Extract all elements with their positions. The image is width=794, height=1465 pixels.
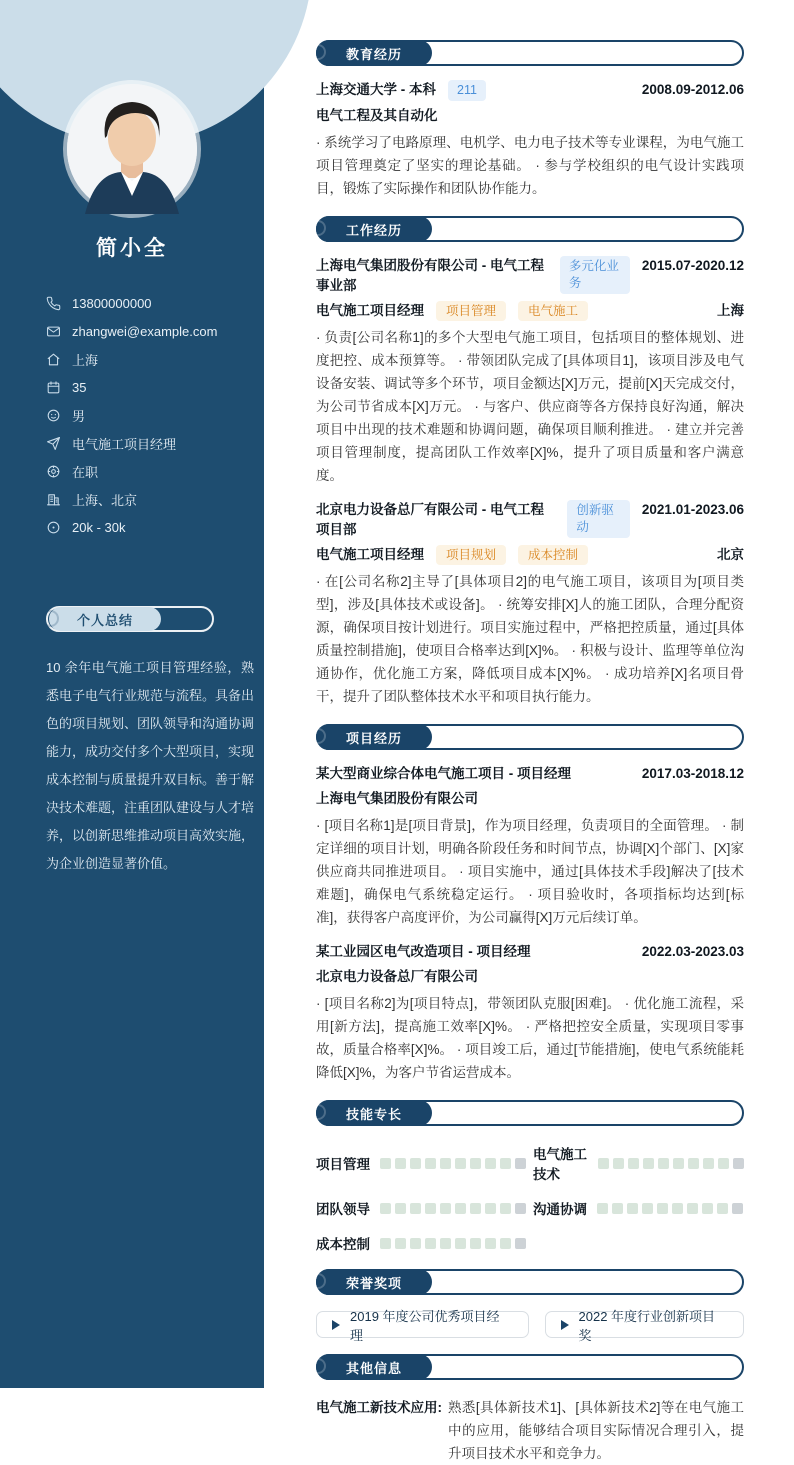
work-header-pill bbox=[316, 216, 432, 242]
skill-name: 项目管理 bbox=[316, 1157, 370, 1172]
skill-square bbox=[613, 1158, 624, 1169]
project-company-row bbox=[316, 789, 744, 809]
skill-square bbox=[425, 1203, 436, 1214]
ring-decoration bbox=[310, 1104, 326, 1120]
project-description: · [项目名称1]是[项目背景]，作为项目经理，负责项目的全面管理。 · 制定详细的项目计划，明确各阶段任务和时间节点，协调[X]个部门、[X]家供应商共同推进项目。 · 项目实施中，通过[具体技术手段]解决了[技术难题]，确保电气系统稳定运行。 · 项目验收时，各项指标均达到[标准]，获得客户高度评价，为公司赢得[X]万元后续订单。 bbox=[316, 818, 744, 925]
other-info-text: 熟悉[具体新技术1]、[具体新技术2]等在电气施工中的应用，能够结合项目实际情况合理引入，提升项目技术水平和竞争力。 bbox=[448, 1400, 744, 1461]
skill-square bbox=[612, 1203, 623, 1214]
project-item bbox=[316, 942, 744, 1084]
work-tag: 成本控制 bbox=[518, 545, 588, 565]
sidebar bbox=[0, 0, 264, 1388]
skill-square bbox=[657, 1203, 668, 1214]
building-icon bbox=[46, 492, 61, 507]
skill-square bbox=[643, 1158, 654, 1169]
summary-title: 个人总结 bbox=[76, 612, 133, 628]
summary-header bbox=[46, 606, 214, 632]
skill-square bbox=[515, 1203, 526, 1214]
honor-chip bbox=[545, 1308, 745, 1343]
skill-square bbox=[410, 1158, 421, 1169]
ring-decoration bbox=[310, 728, 326, 744]
skill-name: 成本控制 bbox=[316, 1237, 370, 1252]
section-header-education bbox=[316, 40, 744, 66]
position: 电气施工项目经理 bbox=[316, 547, 424, 562]
skill-square bbox=[500, 1238, 511, 1249]
skill-square bbox=[687, 1203, 698, 1214]
skill-square bbox=[380, 1158, 391, 1169]
skill-square bbox=[642, 1203, 653, 1214]
skill-square bbox=[470, 1203, 481, 1214]
contact-preferred-cities-text: 上海、北京 bbox=[72, 492, 138, 508]
skill-square bbox=[455, 1238, 466, 1249]
skill-name: 沟通协调 bbox=[533, 1202, 587, 1217]
portrait-illustration bbox=[67, 84, 197, 214]
work-company-row bbox=[316, 500, 744, 540]
project-company: 上海电气集团股份有限公司 bbox=[316, 791, 478, 806]
skill-square bbox=[515, 1238, 526, 1249]
play-triangle-icon bbox=[332, 1320, 340, 1330]
work-title: 工作经历 bbox=[345, 222, 402, 238]
work-company-row bbox=[316, 256, 744, 296]
skill-square bbox=[703, 1158, 714, 1169]
section-header-skills bbox=[316, 1100, 744, 1126]
section-header-honors bbox=[316, 1269, 744, 1295]
skill-square bbox=[627, 1203, 638, 1214]
face-icon bbox=[46, 408, 61, 423]
work-tag: 电气施工 bbox=[518, 301, 588, 321]
skill-row bbox=[316, 1198, 527, 1218]
skill-square bbox=[470, 1238, 481, 1249]
contact-age bbox=[46, 378, 256, 396]
section-header-work bbox=[316, 216, 744, 242]
education-header-pill bbox=[316, 40, 432, 66]
contact-email-text: zhangwei@example.com bbox=[72, 323, 218, 339]
project-name: 某工业园区电气改造项目 - 项目经理 bbox=[316, 944, 531, 959]
ring-decoration bbox=[310, 1358, 326, 1374]
skill-square bbox=[485, 1158, 496, 1169]
project-company-row bbox=[316, 967, 744, 987]
skill-square bbox=[485, 1238, 496, 1249]
skill-square bbox=[672, 1203, 683, 1214]
skill-square bbox=[500, 1158, 511, 1169]
skill-level-squares bbox=[380, 1238, 526, 1249]
skill-square bbox=[425, 1238, 436, 1249]
skill-square bbox=[455, 1203, 466, 1214]
project-title-row bbox=[316, 942, 744, 962]
education-title: 教育经历 bbox=[345, 46, 402, 62]
work-position-row bbox=[316, 301, 744, 321]
contact-job-title-text: 电气施工项目经理 bbox=[72, 436, 177, 452]
skills-header-pill bbox=[316, 1100, 432, 1126]
avatar bbox=[67, 84, 197, 214]
contact-gender bbox=[46, 406, 256, 424]
honors-section bbox=[316, 1269, 744, 1343]
other-info-row bbox=[316, 1394, 744, 1465]
skill-square bbox=[485, 1203, 496, 1214]
skill-square bbox=[628, 1158, 639, 1169]
honor-text: 2022 年度行业创新项目奖 bbox=[578, 1308, 716, 1343]
work-location: 北京 bbox=[717, 547, 744, 562]
skill-square bbox=[717, 1203, 728, 1214]
company-name: 上海电气集团股份有限公司 - 电气工程事业部 bbox=[316, 258, 544, 293]
skill-square bbox=[597, 1203, 608, 1214]
work-description: · 在[公司名称2]主导了[具体项目2]的电气施工项目，该项目为[项目类型]，涉及[具体技术或设备]。 · 统筹安排[X]人的施工团队，合理分配资源，确保项目按计划进行。项目实施过程中，严格把控质量，通过[具体质量控制措施]，使项目合格率达到[X]%。 · 积极与设计、监理等单位沟通协作，优化施工方案，降低项目成本[X]%。 · 成功培养[X]名项目骨干，提升了团队整体技术水平和项目执行能力。 bbox=[316, 574, 744, 704]
honors-title: 荣誉奖项 bbox=[345, 1275, 402, 1291]
skill-square bbox=[395, 1158, 406, 1169]
skill-square bbox=[515, 1158, 526, 1169]
education-description: · 系统学习了电路原理、电机学、电力电子技术等专业课程，为电气施工项目管理奠定了坚实的理论基础。 · 参与学校组织的电气设计实践项目，锻炼了实际操作和团队协作能力。 bbox=[316, 135, 744, 196]
company-badge: 多元化业务 bbox=[560, 256, 630, 294]
contact-list bbox=[0, 294, 264, 536]
phone-icon bbox=[46, 296, 61, 311]
project-title-row bbox=[316, 764, 744, 784]
work-position-row bbox=[316, 545, 744, 565]
skill-square bbox=[440, 1158, 451, 1169]
skill-square bbox=[440, 1238, 451, 1249]
home-icon bbox=[46, 352, 61, 367]
work-location: 上海 bbox=[717, 303, 744, 318]
skill-name: 电气施工技术 bbox=[533, 1147, 587, 1182]
ring-decoration bbox=[310, 44, 326, 60]
contact-salary-text: 20k - 30k bbox=[72, 519, 126, 535]
skill-square bbox=[733, 1158, 744, 1169]
skill-square bbox=[380, 1238, 391, 1249]
skill-square bbox=[500, 1203, 511, 1214]
project-date: 2022.03-2023.03 bbox=[641, 944, 744, 959]
skill-square bbox=[395, 1203, 406, 1214]
salary-icon bbox=[46, 520, 61, 535]
skill-square bbox=[732, 1203, 743, 1214]
skills-title: 技能专长 bbox=[345, 1106, 402, 1122]
skill-level-squares bbox=[380, 1203, 526, 1214]
education-title-row bbox=[316, 80, 744, 101]
contact-city bbox=[46, 350, 256, 368]
contact-city-text: 上海 bbox=[72, 352, 99, 368]
skill-square bbox=[410, 1238, 421, 1249]
honor-chips bbox=[316, 1308, 744, 1343]
skill-level-squares bbox=[598, 1158, 744, 1169]
work-item bbox=[316, 500, 744, 708]
skill-square bbox=[470, 1158, 481, 1169]
skill-square bbox=[598, 1158, 609, 1169]
contact-phone[interactable] bbox=[46, 294, 256, 312]
education-section bbox=[316, 40, 744, 200]
summary-text: 10 余年电气施工项目管理经验，熟悉电子电气行业规范与流程。具备出色的项目规划、团队领导和沟通协调能力，成功交付多个大型项目，实现成本控制与质量提升双目标。善于解决技术难题，注重团队建设与人才培养，以创新思维推动项目高效实施，为企业创造显著价值。 bbox=[46, 660, 255, 871]
projects-title: 项目经历 bbox=[345, 730, 402, 746]
skill-square bbox=[395, 1238, 406, 1249]
projects-section bbox=[316, 724, 744, 1084]
honor-chip bbox=[316, 1308, 529, 1343]
contact-email[interactable] bbox=[46, 322, 256, 340]
work-description: · 负责[公司名称1]的多个大型电气施工项目，包括项目的整体规划、进度把控、成本预算等。 · 带领团队完成了[具体项目1]，该项目涉及电气设备安装、调试等多个环节，项目金额达[X]万元，提前[X]天完成交付，为公司节省成本[X]万元。 · 与客户、供应商等各方保持良好沟通，解决项目中出现的技术难题和协调问题，确保项目顺利推进。 · 建立并完善项目管理制度，提高团队工作效率[X]%，提升了项目质量和客户满意度。 bbox=[316, 330, 744, 483]
skill-square bbox=[425, 1158, 436, 1169]
major: 电气工程及其自动化 bbox=[316, 108, 438, 123]
status-icon bbox=[46, 464, 61, 479]
main-content bbox=[264, 0, 794, 1461]
ring-decoration bbox=[42, 610, 59, 627]
calendar-icon bbox=[46, 380, 61, 395]
skills-section bbox=[316, 1100, 744, 1253]
education-date: 2008.09-2012.06 bbox=[641, 82, 744, 97]
skill-square bbox=[688, 1158, 699, 1169]
skill-row bbox=[533, 1198, 744, 1218]
education-item bbox=[316, 80, 744, 200]
work-item bbox=[316, 256, 744, 487]
school-badge: 211 bbox=[448, 80, 486, 101]
skill-row bbox=[316, 1143, 527, 1183]
summary-section bbox=[0, 606, 264, 878]
contact-gender-text: 男 bbox=[72, 408, 86, 424]
contact-status-text: 在职 bbox=[72, 464, 99, 480]
contact-salary bbox=[46, 518, 256, 536]
skill-square bbox=[440, 1203, 451, 1214]
play-triangle-icon bbox=[561, 1320, 569, 1330]
mail-icon bbox=[46, 324, 61, 339]
skill-square bbox=[410, 1203, 421, 1214]
work-date: 2021.01-2023.06 bbox=[641, 502, 744, 517]
work-tag: 项目规划 bbox=[436, 545, 506, 565]
contact-job-title bbox=[46, 434, 256, 452]
other-header-pill bbox=[316, 1354, 432, 1380]
education-major-row bbox=[316, 106, 744, 126]
school-name: 上海交通大学 - 本科 bbox=[316, 82, 436, 97]
contact-preferred-cities bbox=[46, 490, 256, 508]
skill-level-squares bbox=[597, 1203, 743, 1214]
skill-row bbox=[316, 1233, 527, 1253]
skill-level-squares bbox=[380, 1158, 526, 1169]
project-name: 某大型商业综合体电气施工项目 - 项目经理 bbox=[316, 766, 571, 781]
contact-age-text: 35 bbox=[72, 379, 87, 395]
other-title: 其他信息 bbox=[345, 1360, 402, 1376]
skill-row bbox=[533, 1143, 744, 1183]
company-name: 北京电力设备总厂有限公司 - 电气工程项目部 bbox=[316, 502, 544, 537]
skill-square bbox=[455, 1158, 466, 1169]
skills-grid bbox=[316, 1140, 744, 1253]
skill-square bbox=[673, 1158, 684, 1169]
skill-square bbox=[702, 1203, 713, 1214]
project-item bbox=[316, 764, 744, 929]
project-date: 2017.03-2018.12 bbox=[641, 766, 744, 781]
work-date: 2015.07-2020.12 bbox=[641, 258, 744, 273]
skill-square bbox=[658, 1158, 669, 1169]
ring-decoration bbox=[310, 220, 326, 236]
position: 电气施工项目经理 bbox=[316, 303, 424, 318]
contact-phone-text: 13800000000 bbox=[72, 295, 152, 311]
summary-header-pill bbox=[49, 607, 161, 631]
other-section bbox=[316, 1354, 744, 1465]
skill-name: 团队领导 bbox=[316, 1202, 370, 1217]
projects-header-pill bbox=[316, 724, 432, 750]
honors-header-pill bbox=[316, 1269, 432, 1295]
skill-square bbox=[718, 1158, 729, 1169]
work-section bbox=[316, 216, 744, 708]
section-header-projects bbox=[316, 724, 744, 750]
company-badge: 创新驱动 bbox=[567, 500, 630, 538]
honor-text: 2019 年度公司优秀项目经理 bbox=[350, 1308, 500, 1343]
section-header-other bbox=[316, 1354, 744, 1380]
project-company: 北京电力设备总厂有限公司 bbox=[316, 969, 478, 984]
ring-decoration bbox=[310, 1273, 326, 1289]
skill-square bbox=[380, 1203, 391, 1214]
other-info-label: 电气施工新技术应用: bbox=[316, 1400, 442, 1415]
contact-status bbox=[46, 462, 256, 480]
project-description: · [项目名称2]为[项目特点]，带领团队克服[困难]。 · 优化施工流程，采用[新方法]，提高施工效率[X]%。 · 严格把控安全质量，实现项目零事故，质量合格率[X]%。 · 项目竣工后，通过[节能措施]，使电气系统能耗降低[X]%，为客户节省运营成本。 bbox=[316, 996, 744, 1080]
paper-plane-icon bbox=[46, 436, 61, 451]
candidate-name: 简小全 bbox=[96, 237, 168, 260]
work-tag: 项目管理 bbox=[436, 301, 506, 321]
